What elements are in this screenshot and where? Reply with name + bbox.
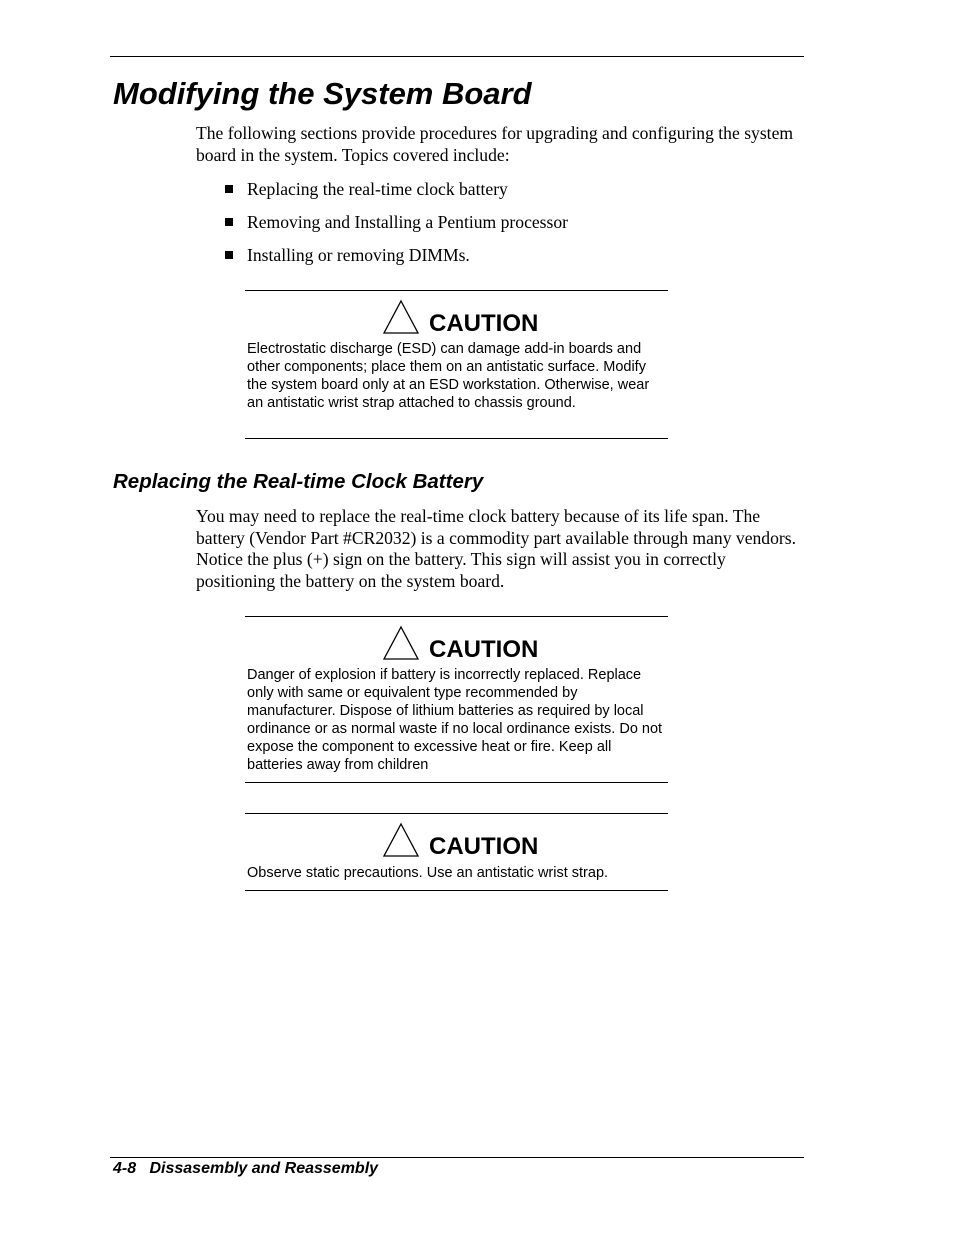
chapter-title: Dissasembly and Reassembly [149,1160,379,1177]
intro-paragraph: The following sections provide procedures for upgrading and configuring the system board in the system. Topics covered include: [196,123,794,165]
caution-box-static [245,813,668,891]
page-number: 4-8 [113,1160,137,1177]
caution-text: Electrostatic discharge (ESD) can damage add-in boards and other components; place them on an antistatic surface. Modify the system board only at an ESD workstation. Otherwise, wear an antistatic wrist strap attached to chassis ground. [247,341,650,411]
square-bullet-icon [225,218,233,226]
section-paragraph: You may need to replace the real-time clock battery because of its life span. The battery (Vendor Part #CR2032) is a commodity part available through many vendors. Notice the plus (+) sign on the battery. This sign will assist you in correctly positioning the battery on the system board. [196,506,797,591]
square-bullet-icon [225,185,233,193]
list-item [224,210,568,243]
square-bullet-icon [225,251,233,259]
caution-box-battery [245,616,668,783]
caution-text: Danger of explosion if battery is incorrectly replaced. Replace only with same or equivalent type recommended by manufacturer. Dispose of lithium batteries as required by local ordinance or as normal waste if no local ordinance exists. Do not expose the component to excessive heat or fire. Keep all batteries away from children [247,667,663,773]
caution-label: CAUTION [429,310,539,337]
header-rule [110,56,804,57]
caution-label: CAUTION [429,636,539,663]
topic-text: Removing and Installing a Pentium processor [247,212,569,232]
list-item [224,177,568,210]
caution-box-esd [245,290,668,439]
page-footer [113,1159,378,1179]
list-item [224,243,568,276]
caution-header [382,822,562,858]
topic-list [224,177,568,276]
caution-header [382,625,562,661]
footer-rule [110,1157,804,1158]
topic-text: Installing or removing DIMMs. [247,245,470,265]
warning-triangle-icon [382,822,420,858]
topic-text: Replacing the real-time clock battery [247,179,508,199]
warning-triangle-icon [382,299,420,335]
caution-header [382,299,562,335]
section-heading: Replacing the Real-time Clock Battery [113,470,484,493]
caution-text: Observe static precautions. Use an antistatic wrist strap. [247,865,609,881]
warning-triangle-icon [382,625,420,661]
page-title: Modifying the System Board [113,76,532,111]
caution-label: CAUTION [429,833,539,860]
